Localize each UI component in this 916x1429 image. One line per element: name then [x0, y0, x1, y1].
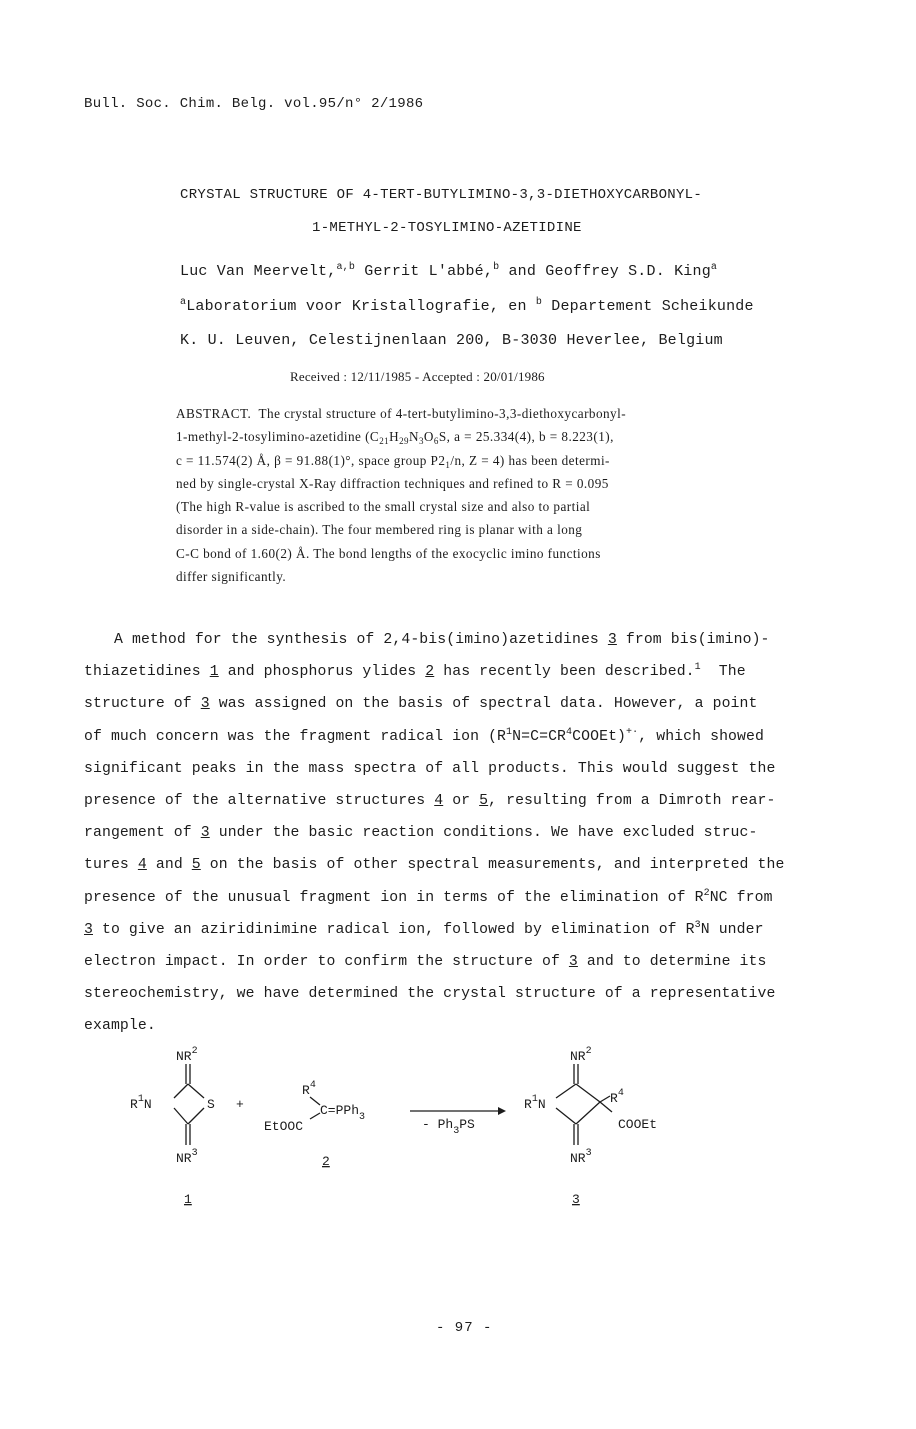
svg-text:R1N — [130, 1094, 152, 1112]
abstract-line: differ significantly. — [176, 569, 287, 585]
formula-subscript: 3 — [418, 436, 424, 447]
body-text: under the basic reaction conditions. We have excluded struc- — [218, 825, 758, 842]
author-3: and Geoffrey S.D. King — [508, 263, 711, 280]
body-text: thiazetidines — [84, 664, 201, 681]
compound-ref-3: 3 — [84, 921, 93, 938]
formula-subscript: 6 — [433, 436, 439, 447]
body-text: on the basis of other spectral measurements, and interpreted the — [209, 857, 785, 874]
reaction-scheme-drawing — [110, 1040, 750, 1220]
body-text: and — [155, 857, 183, 874]
body-text: COOEt) — [572, 728, 627, 745]
superscript: 3 — [694, 919, 701, 931]
abstract-line: disorder in a side-chain). The four membered ring is planar with a long — [176, 522, 583, 538]
compound-ref-5: 5 — [191, 857, 201, 874]
body-text: or — [452, 793, 471, 810]
abstract-line: (The high R-value is ascribed to the small crystal size and also to partial — [176, 499, 591, 515]
svg-text:NR3 — [176, 1148, 198, 1166]
bond — [188, 1108, 204, 1124]
atom-label-sup: 2 — [585, 1046, 592, 1057]
bond — [174, 1108, 188, 1124]
author-2-affiliation: b — [493, 262, 500, 273]
body-text: to give an aziridinimine radical ion, followed by elimination of R — [101, 921, 695, 938]
formula-subscript: 21 — [379, 436, 390, 447]
compound-ref-3: 3 — [607, 632, 617, 648]
compound-ref-3: 3 — [568, 954, 578, 971]
atom-label: COOEt — [618, 1117, 658, 1132]
formula-subscript: 29 — [399, 436, 409, 447]
body-text: from bis(imino)- — [625, 632, 770, 648]
atom-label: EtOOC — [264, 1119, 304, 1134]
bond — [310, 1113, 320, 1119]
body-text: electron impact. In order to confirm the structure of — [84, 954, 560, 971]
body-text: N under — [700, 921, 764, 938]
compound-ref-1: 1 — [209, 664, 219, 681]
body-text: rangement of — [84, 825, 192, 842]
atom-label: R — [610, 1091, 618, 1106]
atom-label: R — [524, 1097, 532, 1112]
plus-sign: + — [236, 1097, 244, 1112]
atom-label-sup: 2 — [191, 1046, 198, 1057]
atom-label: N — [537, 1097, 546, 1112]
body-text: and phosphorus ylides — [227, 664, 417, 681]
atom-label-sup: 3 — [585, 1148, 592, 1159]
arrow-head — [498, 1107, 506, 1115]
received-dates: Received : 12/11/1985 - Accepted : 20/01/1986 — [290, 369, 545, 384]
abstract-line: ned by single-crystal X-Ray diffraction techniques and refined to R = 0.095 — [176, 475, 609, 491]
affiliation-lab: Laboratorium voor Kristallografie, en — [186, 298, 527, 315]
body-text: has recently been described. — [443, 664, 695, 681]
body-text: , which showed — [638, 728, 764, 745]
author-3-affiliation: a — [710, 262, 718, 273]
atom-label-sup: 4 — [309, 1080, 316, 1091]
address: K. U. Leuven, Celestijnenlaan 200, B-3030 Heverlee, Belgium — [180, 332, 723, 349]
body-text: tures — [84, 857, 129, 874]
abstract-line: c = 11.574(2) Å, β = 91.88(1)°, space group P2 — [176, 452, 446, 468]
atom-label-sup: 1 — [137, 1094, 144, 1105]
superscript: 1 — [506, 726, 513, 738]
svg-text:R4 — [302, 1080, 316, 1098]
body-text: of much concern was the fragment radical ion (R — [84, 728, 507, 745]
atom-label-sup: 4 — [617, 1088, 624, 1099]
abstract-line: /n, Z = 4) has been determi- — [450, 452, 610, 468]
atom-label: C=PPh — [320, 1103, 360, 1118]
body-text: A method for the synthesis of 2,4-bis(imino)azetidines — [114, 632, 599, 648]
formula-element: N — [408, 429, 419, 445]
bond — [556, 1108, 576, 1124]
body-paragraph — [84, 624, 844, 1043]
atom-label: NR — [570, 1151, 586, 1166]
compound-label-1: 1 — [184, 1192, 192, 1207]
svg-text:C=PPh3 — [320, 1103, 365, 1123]
compound-ref-3: 3 — [200, 825, 210, 842]
space-group-subscript: 1 — [445, 459, 451, 470]
superscript: 2 — [703, 887, 710, 899]
svg-text:R4 — [610, 1088, 624, 1106]
bond — [576, 1084, 600, 1102]
body-text: stereochemistry, we have determined the crystal structure of a representative — [84, 986, 776, 1003]
bond — [556, 1084, 576, 1098]
formula-element: O — [423, 429, 434, 445]
compound-label-2: 2 — [322, 1154, 330, 1169]
atom-label: R — [130, 1097, 138, 1112]
body-text: NC from — [709, 889, 773, 906]
svg-text:R1N — [524, 1094, 546, 1112]
atom-label: NR — [176, 1049, 192, 1064]
abstract-line: S, a = 25.334(4), b = 8.223(1), — [438, 429, 614, 445]
atom-label: R — [302, 1083, 310, 1098]
authors — [180, 263, 717, 280]
bond — [576, 1102, 600, 1124]
affiliation-b-marker: b — [535, 297, 543, 308]
abstract-label: ABSTRACT. — [176, 406, 252, 421]
svg-text:- Ph3PS — [422, 1117, 475, 1137]
abstract-line: 1-methyl-2-tosylimino-azetidine (C — [176, 429, 380, 445]
author-1: Luc Van Meervelt, — [180, 263, 337, 280]
body-text: example. — [84, 1018, 156, 1035]
author-2: Gerrit L'abbé, — [364, 263, 494, 280]
body-text: and to determine its — [586, 954, 767, 971]
compound-ref-4: 4 — [434, 793, 444, 810]
abstract-line: C-C bond of 1.60(2) Å. The bond lengths of the exocyclic imino functions — [176, 545, 601, 561]
svg-text:NR2 — [176, 1046, 198, 1064]
formula-element: H — [389, 429, 400, 445]
journal-citation: Bull. Soc. Chim. Belg. vol.95/n° 2/1986 — [84, 96, 424, 112]
affiliation — [180, 298, 754, 315]
abstract — [176, 402, 786, 588]
body-text: presence of the unusual fragment ion in terms of the elimination of R — [84, 889, 704, 906]
atom-label-sup: 1 — [531, 1094, 538, 1105]
body-text: presence of the alternative structures — [84, 793, 426, 810]
article-title-line-2: 1-METHYL-2-TOSYLIMINO-AZETIDINE — [312, 220, 582, 236]
atom-label: NR — [570, 1049, 586, 1064]
compound-ref-2: 2 — [425, 664, 435, 681]
page-number: - 97 - — [436, 1320, 493, 1336]
abstract-line: The crystal structure of 4-tert-butylimino-3,3-diethoxycarbonyl- — [258, 406, 627, 421]
atom-label: S — [207, 1097, 215, 1112]
radical-cation-mark: +· — [626, 726, 639, 738]
svg-text:NR3 — [570, 1148, 592, 1166]
compound-ref-4: 4 — [137, 857, 147, 874]
compound-ref-3: 3 — [200, 696, 210, 713]
reaction-scheme — [110, 1040, 750, 1220]
body-text: significant peaks in the mass spectra of all products. This would suggest the — [84, 760, 776, 777]
body-text: was assigned on the basis of spectral data. However, a point — [218, 696, 758, 713]
bond — [174, 1084, 188, 1098]
atom-label-sub: 3 — [359, 1112, 366, 1123]
atom-label-sup: 3 — [191, 1148, 198, 1159]
reagent-sub: 3 — [453, 1126, 460, 1137]
body-text: structure of — [84, 696, 192, 713]
compound-ref-5: 5 — [479, 793, 489, 810]
author-1-affiliation: a,b — [336, 262, 356, 273]
superscript: 4 — [566, 726, 573, 738]
compound-label-3: 3 — [572, 1192, 580, 1207]
affiliation-dept: Departement Scheikunde — [551, 298, 754, 315]
bond — [600, 1096, 610, 1102]
body-text: N=C=CR — [512, 728, 567, 745]
footnote-ref: 1 — [694, 662, 701, 674]
affiliation-a-marker: a — [180, 297, 187, 308]
reagent-label: - Ph — [422, 1117, 454, 1132]
body-text: , resulting from a Dimroth rear- — [488, 793, 776, 810]
reagent-label: PS — [459, 1117, 475, 1132]
article-title-line-1: CRYSTAL STRUCTURE OF 4-TERT-BUTYLIMINO-3,3-DIETHOXYCARBONYL- — [180, 187, 703, 203]
body-text: The — [718, 664, 746, 681]
svg-text:NR2 — [570, 1046, 592, 1064]
atom-label: N — [143, 1097, 152, 1112]
bond — [188, 1084, 204, 1098]
bond — [310, 1097, 320, 1105]
atom-label: NR — [176, 1151, 192, 1166]
